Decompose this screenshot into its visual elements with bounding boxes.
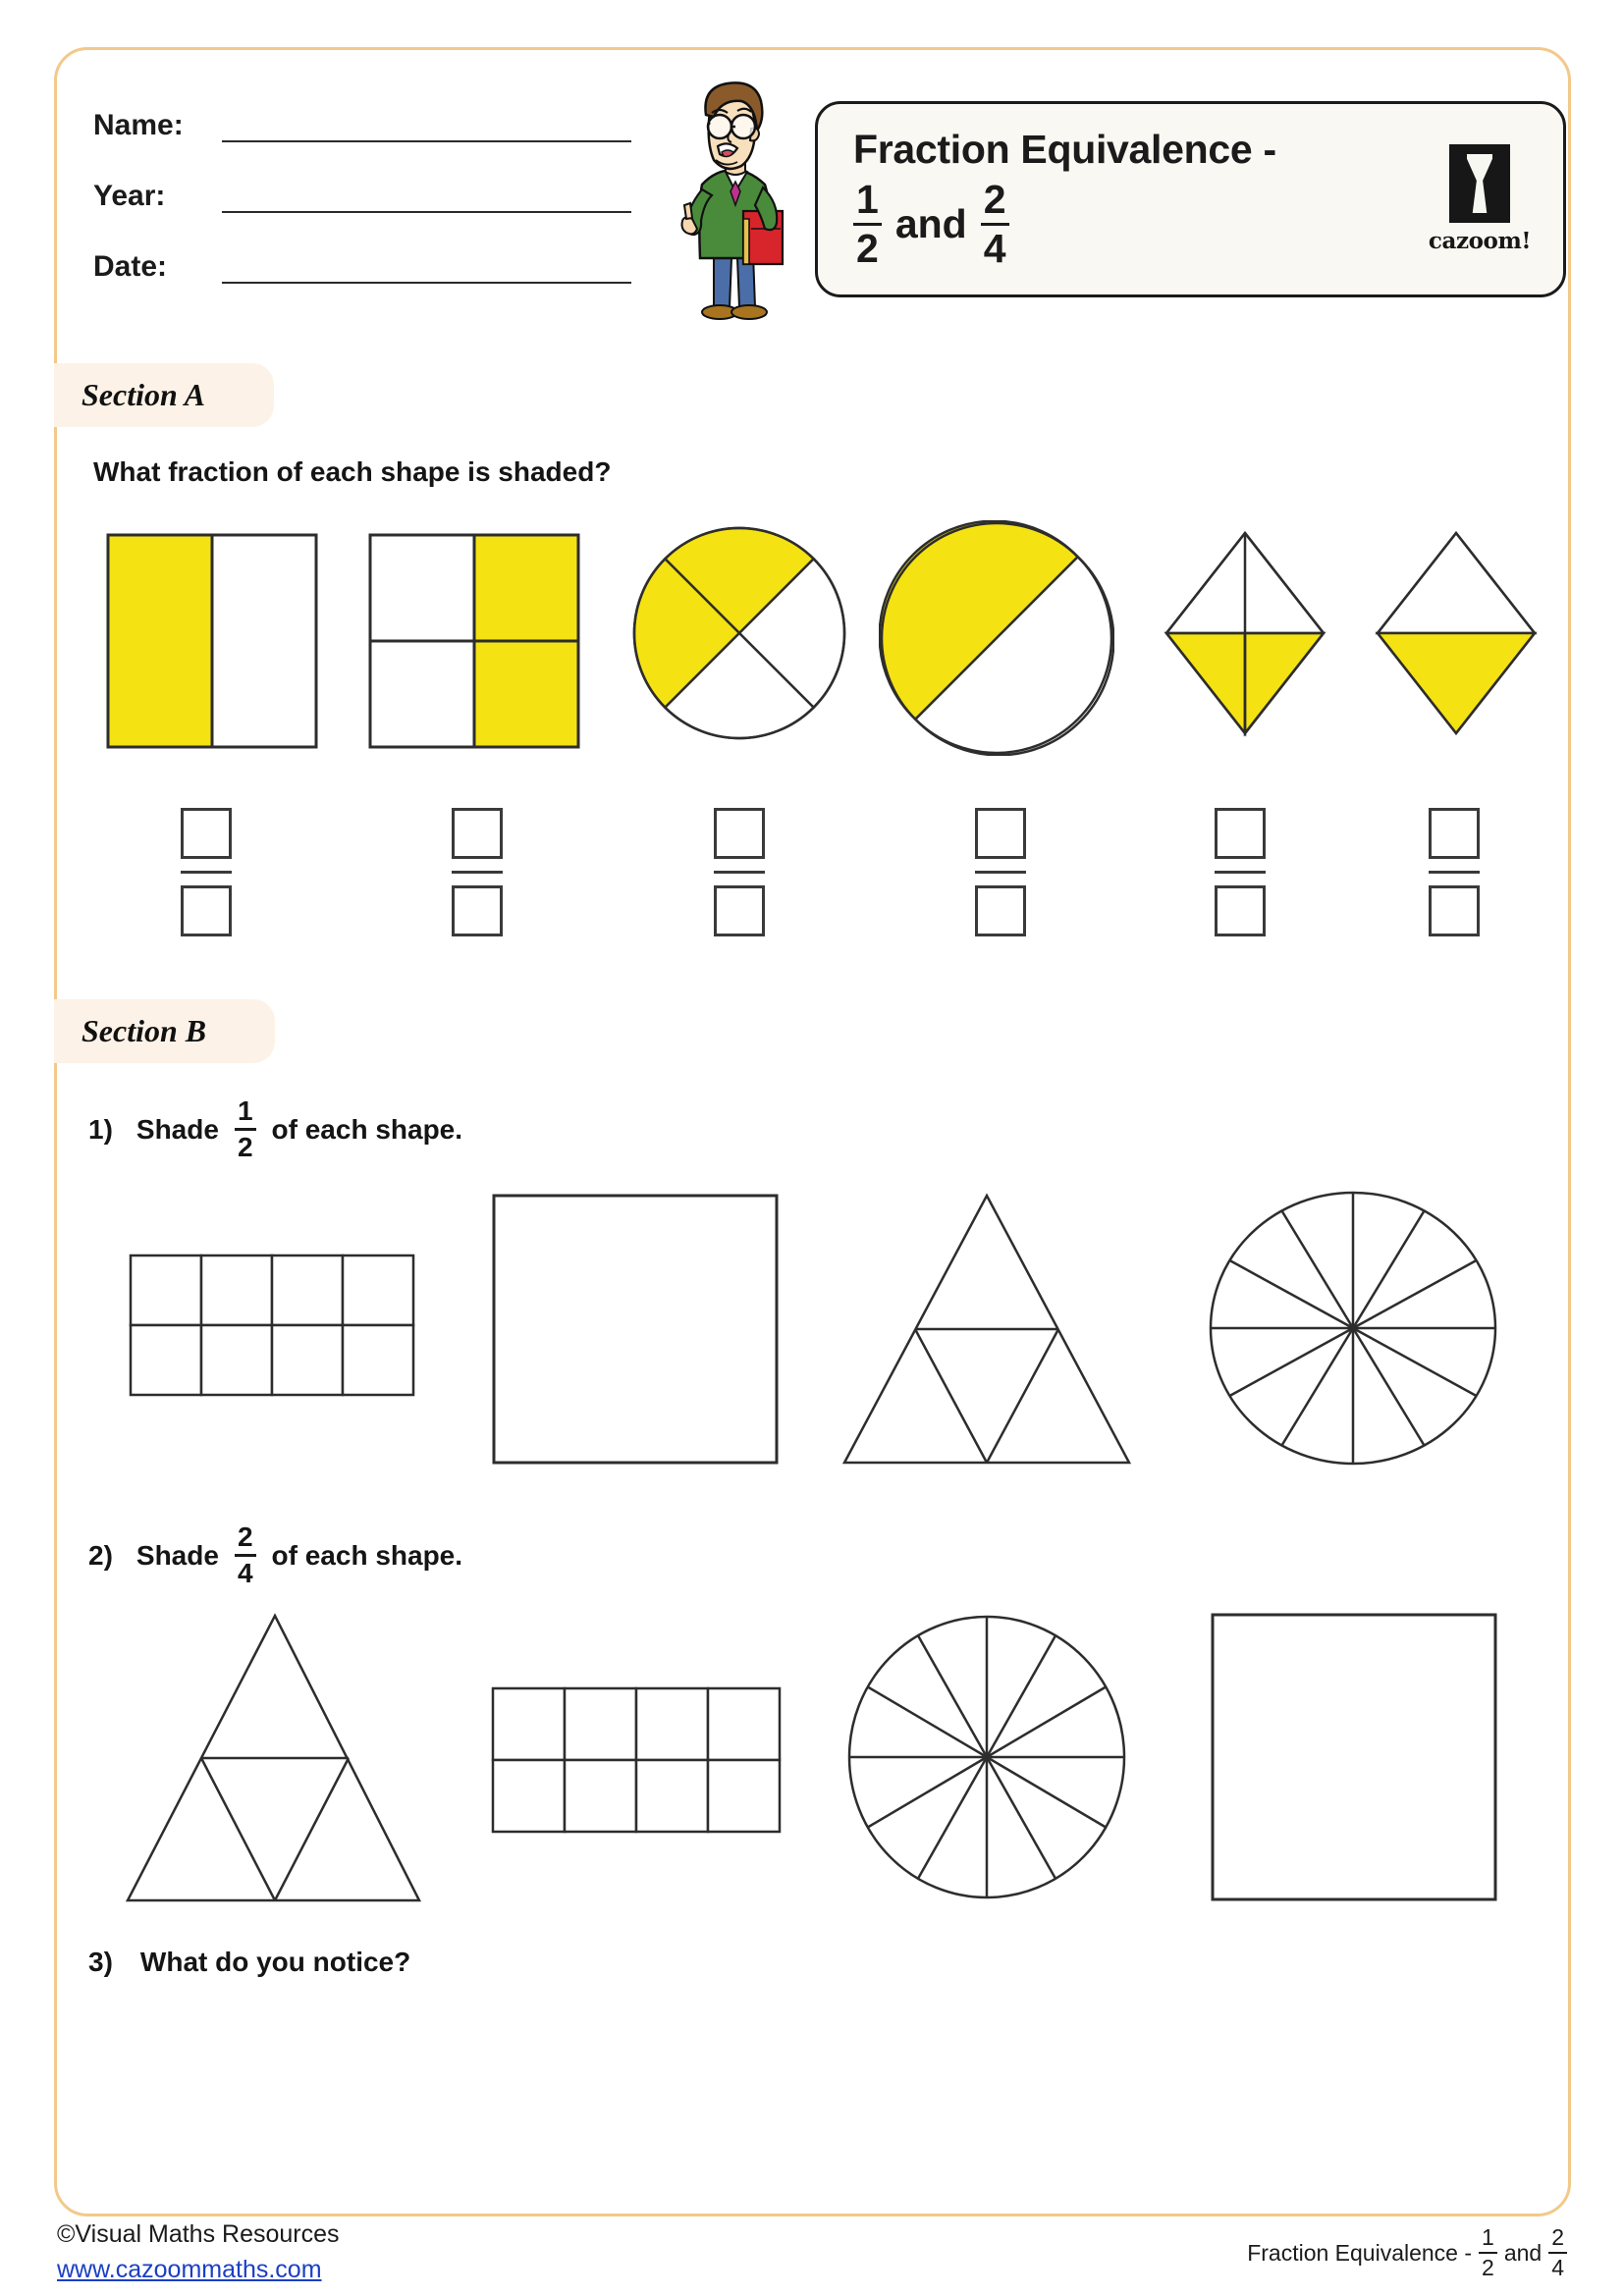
- fraction-denominator: 2: [1482, 2255, 1494, 2280]
- date-field-row: [93, 242, 643, 284]
- answer-numerator-box[interactable]: [452, 808, 503, 859]
- answer-fraction-6[interactable]: [1429, 808, 1480, 936]
- shape-square-halves-shaded: [106, 533, 322, 749]
- fraction-numerator: 2: [1551, 2224, 1564, 2250]
- title-line-1: Fraction Equivalence -: [853, 127, 1276, 172]
- question-3-text: What do you notice?: [139, 1947, 411, 1977]
- question-2-text-before: Shade: [135, 1539, 219, 1571]
- answer-fraction-bar: [1429, 871, 1480, 874]
- cazoom-logo-mark-icon: [1449, 144, 1510, 223]
- question-2-number: 2): [88, 1539, 113, 1571]
- shape-circle-twelfths-q1[interactable]: [1206, 1186, 1500, 1470]
- question-3-prompt: [88, 1947, 410, 1978]
- fraction-numerator: 2: [983, 177, 1006, 222]
- answer-denominator-box[interactable]: [1429, 885, 1480, 936]
- answer-fraction-bar: [181, 871, 232, 874]
- footer-fraction-two-quarters: [1548, 2226, 1567, 2279]
- fraction-numerator: 1: [856, 177, 879, 222]
- shape-triangle-quarters-q1[interactable]: [835, 1186, 1139, 1470]
- fraction-bar: [235, 1128, 256, 1131]
- question-3-number: 3): [88, 1947, 113, 1977]
- shape-grid-4x2-q2[interactable]: [491, 1686, 785, 1839]
- shape-circle-halves-shaded: [879, 520, 1114, 756]
- year-input-line[interactable]: [222, 184, 631, 213]
- shape-rhombus-quarters-shaded: [1157, 525, 1333, 741]
- answer-numerator-box[interactable]: [714, 808, 765, 859]
- name-field-label: Name:: [93, 109, 184, 141]
- fraction-denominator: 4: [1551, 2255, 1564, 2280]
- worksheet-header: [54, 47, 1571, 307]
- fraction-bar: [1548, 2252, 1567, 2254]
- name-field-row: [93, 101, 643, 142]
- fraction-numerator: 1: [237, 1095, 253, 1126]
- question-2-fraction: [235, 1523, 256, 1587]
- fraction-bar: [235, 1554, 256, 1557]
- answer-fraction-bar: [1215, 871, 1266, 874]
- shape-square-q1[interactable]: [491, 1193, 780, 1468]
- shape-rhombus-halves-shaded: [1368, 525, 1544, 741]
- question-1-text-after: of each shape.: [271, 1113, 463, 1145]
- student-info-block: [93, 101, 643, 313]
- worksheet-title-box: [815, 101, 1566, 297]
- cazoom-logo: [1422, 144, 1538, 254]
- section-b-tag: Section B: [54, 999, 275, 1063]
- question-1-fraction: [235, 1097, 256, 1161]
- answer-numerator-box[interactable]: [181, 808, 232, 859]
- section-a-prompt: What fraction of each shape is shaded?: [93, 456, 612, 487]
- answer-denominator-box[interactable]: [714, 885, 765, 936]
- footer-title-text: Fraction Equivalence -: [1247, 2239, 1473, 2266]
- shape-square-quarters-shaded: [368, 533, 584, 749]
- shape-square-q2[interactable]: [1210, 1612, 1500, 1906]
- footer-right: [1247, 2226, 1567, 2279]
- answer-fraction-bar: [452, 871, 503, 874]
- question-2-text-after: of each shape.: [271, 1539, 463, 1571]
- shape-circle-twelfths-q2[interactable]: [844, 1610, 1129, 1904]
- answer-numerator-box[interactable]: [975, 808, 1026, 859]
- year-field-label: Year:: [93, 180, 166, 212]
- cazoom-logo-text: cazoom!: [1428, 228, 1532, 254]
- section-a-tag: Section A: [54, 363, 274, 427]
- fraction-denominator: 2: [237, 1132, 253, 1162]
- date-field-label: Date:: [93, 250, 168, 283]
- fraction-denominator: 4: [983, 226, 1006, 271]
- answer-denominator-box[interactable]: [452, 885, 503, 936]
- shape-triangle-quarters-q2[interactable]: [118, 1606, 432, 1910]
- question-2-prompt: [88, 1523, 462, 1587]
- shape-grid-4x2-q1[interactable]: [129, 1254, 423, 1401]
- answer-fraction-5[interactable]: [1215, 808, 1266, 936]
- footer-fraction-one-half: [1479, 2226, 1497, 2279]
- title-fraction-two-quarters: [981, 177, 1009, 271]
- answer-numerator-box[interactable]: [1429, 808, 1480, 859]
- year-field-row: [93, 172, 643, 213]
- answer-numerator-box[interactable]: [1215, 808, 1266, 859]
- footer-and-word: and: [1503, 2239, 1543, 2266]
- fraction-numerator: 2: [237, 1522, 253, 1552]
- answer-fraction-3[interactable]: [714, 808, 765, 936]
- question-1-prompt: [88, 1097, 462, 1161]
- answer-fraction-1[interactable]: [181, 808, 232, 936]
- footer-left: [57, 2216, 340, 2288]
- question-1-text-before: Shade: [135, 1113, 219, 1145]
- title-and-word: and: [894, 201, 967, 246]
- title-fraction-one-half: [853, 177, 882, 271]
- shape-circle-quarters-shaded: [631, 525, 847, 741]
- fraction-bar: [1479, 2252, 1497, 2254]
- answer-fraction-bar: [714, 871, 765, 874]
- answer-denominator-box[interactable]: [1215, 885, 1266, 936]
- fraction-denominator: 4: [237, 1558, 253, 1588]
- date-input-line[interactable]: [222, 254, 631, 284]
- name-input-line[interactable]: [222, 113, 631, 142]
- teacher-mascot-icon: [653, 72, 820, 327]
- answer-fraction-2[interactable]: [452, 808, 503, 936]
- answer-denominator-box[interactable]: [975, 885, 1026, 936]
- answer-fraction-bar: [975, 871, 1026, 874]
- fraction-denominator: 2: [856, 226, 879, 271]
- answer-fraction-4[interactable]: [975, 808, 1026, 936]
- footer-copyright: ©Visual Maths Resources: [57, 2220, 340, 2248]
- question-1-number: 1): [88, 1113, 113, 1145]
- title-line-2: [853, 177, 1422, 271]
- cazoom-glass-icon: [1467, 154, 1492, 213]
- fraction-numerator: 1: [1482, 2224, 1494, 2250]
- worksheet-title: [818, 127, 1422, 271]
- footer-website-link[interactable]: www.cazoommaths.com: [57, 2256, 322, 2284]
- answer-denominator-box[interactable]: [181, 885, 232, 936]
